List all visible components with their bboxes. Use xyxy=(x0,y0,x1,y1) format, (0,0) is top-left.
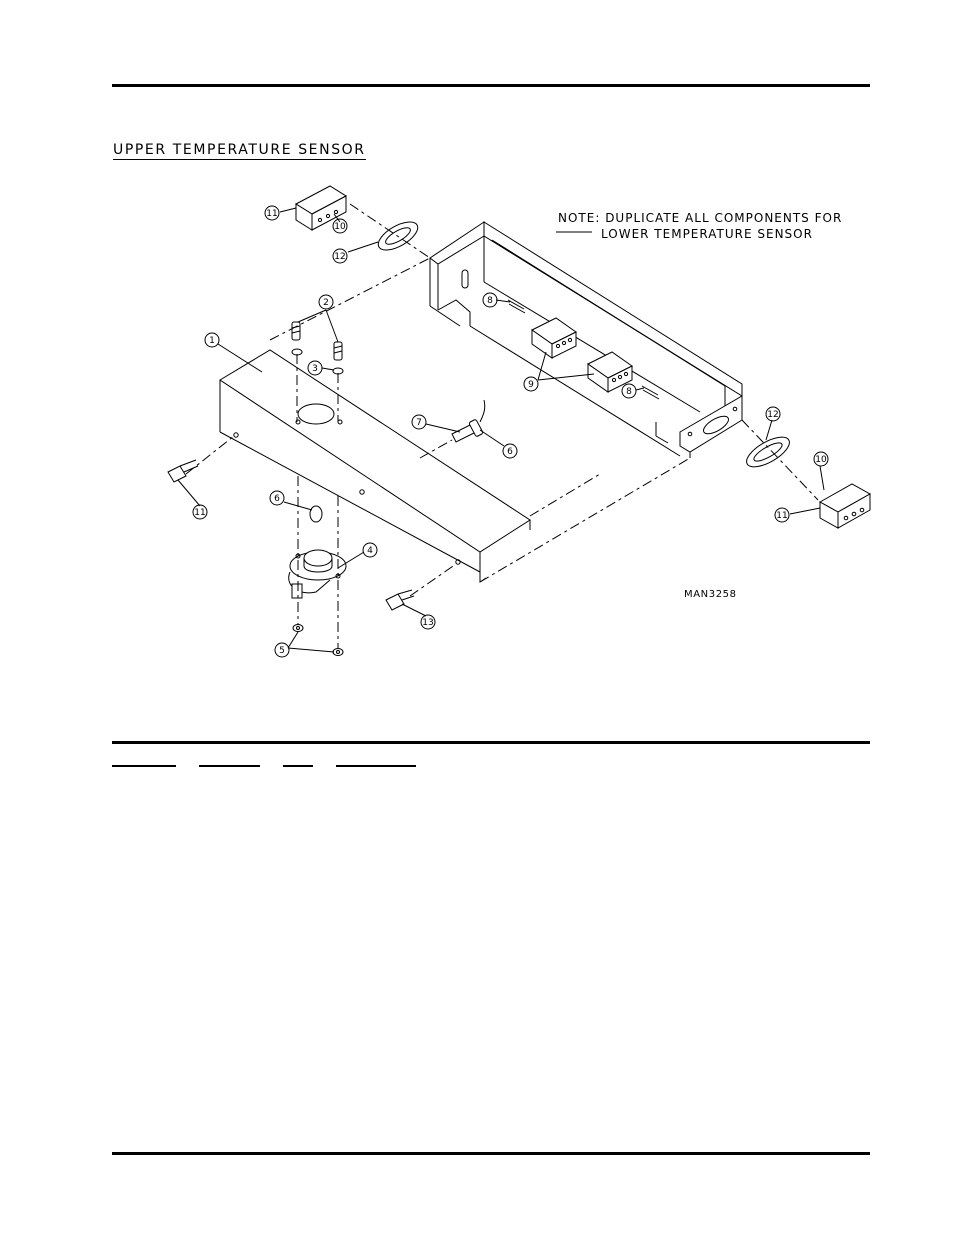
callout-1: 1 xyxy=(209,336,215,346)
callout-leaders xyxy=(178,208,824,652)
callout-11: 11 xyxy=(266,209,278,219)
callout-8: 8 xyxy=(626,387,632,397)
column-header-underline-4 xyxy=(336,765,416,767)
section-title: UPPER TEMPERATURE SENSOR xyxy=(113,142,366,158)
callout-11: 11 xyxy=(776,511,788,521)
thermostat-4 xyxy=(289,550,346,598)
washer-6 xyxy=(310,506,322,522)
note-line-1: NOTE: DUPLICATE ALL COMPONENTS FOR xyxy=(558,211,843,225)
callout-5: 5 xyxy=(279,646,285,656)
callout-11: 11 xyxy=(194,508,206,518)
column-header-underline-1 xyxy=(112,765,176,767)
column-header-underline-3 xyxy=(283,765,313,767)
callout-3: 3 xyxy=(312,364,318,374)
callout-8: 8 xyxy=(487,296,493,306)
middle-rule xyxy=(112,741,870,744)
callout-10: 10 xyxy=(334,222,346,232)
sensor-housing xyxy=(220,350,530,582)
callout-6: 6 xyxy=(274,494,280,504)
callout-13: 13 xyxy=(422,618,434,628)
callout-12: 12 xyxy=(334,252,346,262)
note-line-2: LOWER TEMPERATURE SENSOR xyxy=(601,227,813,241)
callout-2: 2 xyxy=(323,298,329,308)
callout-7: 7 xyxy=(416,418,422,428)
callout-12: 12 xyxy=(767,410,779,420)
callout-10: 10 xyxy=(815,455,827,465)
bottom-rule xyxy=(112,1152,870,1155)
callout-9: 9 xyxy=(528,380,534,390)
wire-connector-9-lower xyxy=(588,352,632,392)
column-header-underline-2 xyxy=(199,765,260,767)
callout-6: 6 xyxy=(507,447,513,457)
drawing-number: MAN3258 xyxy=(684,589,737,600)
callout-4: 4 xyxy=(367,546,373,556)
sensor-probe-7 xyxy=(452,400,485,442)
wire-connector-9-upper xyxy=(532,318,576,358)
